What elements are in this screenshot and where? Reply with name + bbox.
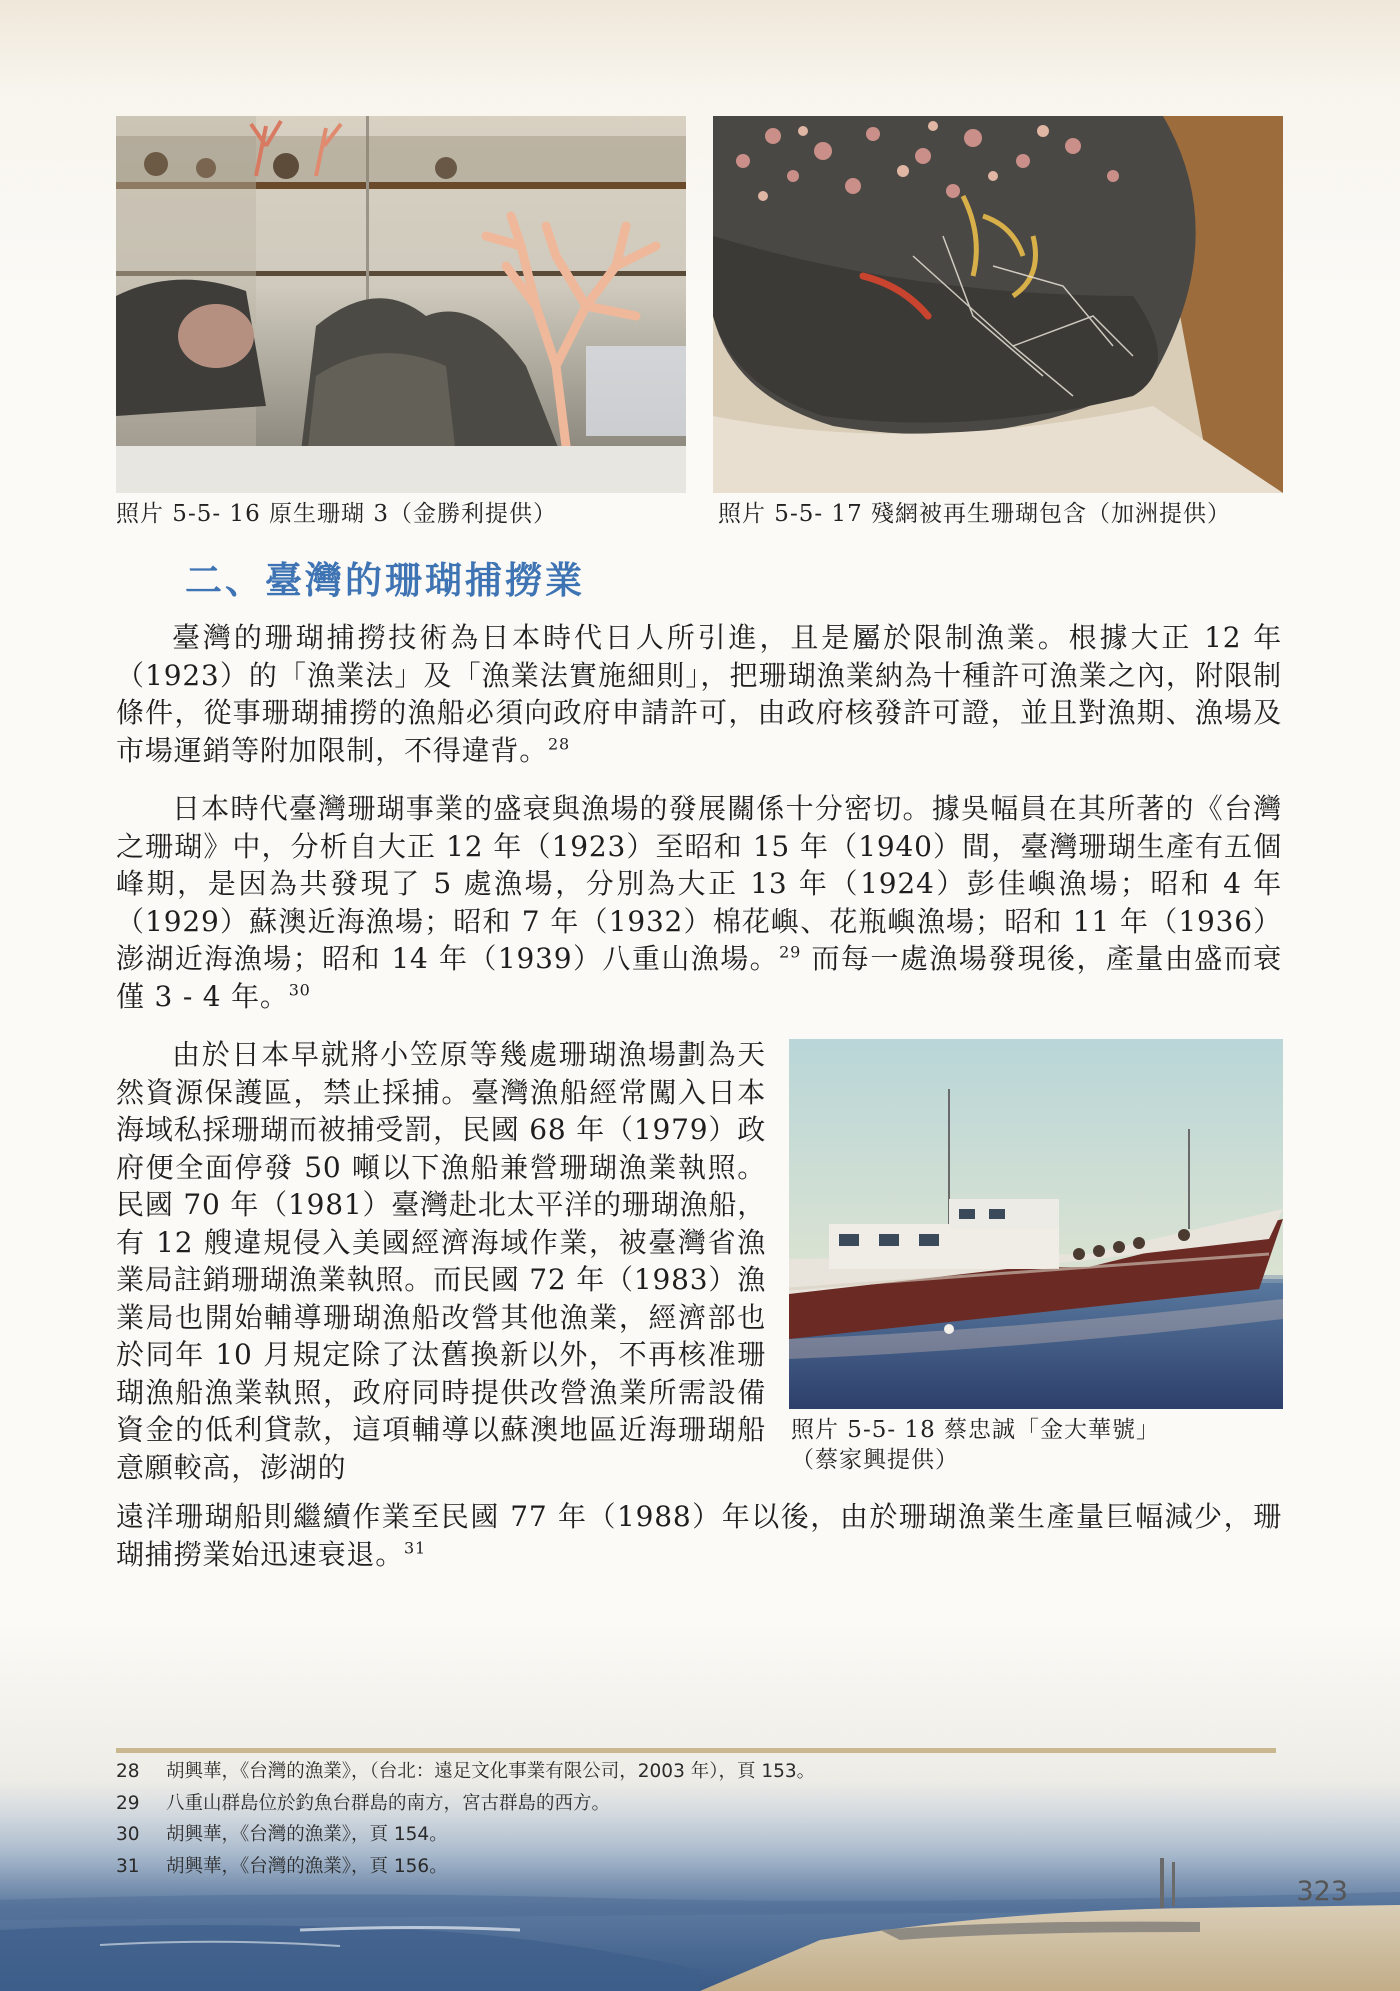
- footnote-28: [116, 1756, 1276, 1788]
- footnote-ref-28[interactable]: 28: [548, 734, 570, 754]
- photo-coral-display: [116, 116, 686, 493]
- footnote-number: 28: [116, 1761, 140, 1782]
- footnote-number: 30: [116, 1824, 140, 1845]
- paragraph-2-text-a: 日本時代臺灣珊瑚事業的盛衰與漁場的發展關係十分密切。據吳幅員在其所著的《台灣之珊瑚》中，分析自大正 12 年（1923）至昭和 15 年（1940）間，臺灣珊瑚生產有五個峰期，是因為共發現了 5 處漁場，分別為大正 13 年（1924）彭佳嶼漁場；昭和 4 年（1929）蘇澳近海漁場；昭和 7 年（1932）棉花嶼、花瓶嶼漁場；昭和 11 年（1936）澎湖近海漁場；昭和 14 年（1939）八重山漁場。: [116, 792, 1282, 975]
- footnote-divider: [116, 1748, 1276, 1753]
- paragraph-3-continuation: [116, 1498, 1282, 1573]
- footnote-text: 八重山群島位於釣魚台群島的南方，宮古群島的西方。: [166, 1792, 611, 1814]
- paragraph-2-text-b: 而每一處漁場發現後，產量由盛而衰僅 3 - 4 年。: [116, 942, 1282, 1013]
- photo-fishing-boat: [789, 1039, 1283, 1409]
- footnote-31: [116, 1851, 1276, 1883]
- footnote-number: 29: [116, 1792, 140, 1814]
- paragraph-3-text: 由於日本早就將小笠原等幾處珊瑚漁場劃為天然資源保護區，禁止採捕。臺灣漁船經常闖入日本海域私採珊瑚而被捕受罰，民國 68 年（1979）政府便全面停發 50 噸以下漁船兼營珊瑚漁業執照。民國 70 年（1981）臺灣赴北太平洋的珊瑚漁船，有 12 艘違規侵入美國經濟海域作業，被臺灣省漁業局註銷珊瑚漁業執照。而民國 72 年（1983）漁業局也開始輔導珊瑚漁船改營其他漁業，經濟部也於同年 10 月規定除了汰舊換新以外，不再核准珊瑚漁船漁業執照，政府同時提供改營漁業所需設備資金的低利貸款，這項輔導以蘇澳地區近海珊瑚船意願較高，澎湖的: [116, 1038, 766, 1484]
- footnote-text: 胡興華，《台灣的漁業》，頁 156。: [166, 1855, 448, 1877]
- paragraph-1: [116, 619, 1282, 769]
- footnote-ref-30[interactable]: 30: [288, 980, 311, 1000]
- photo-16-caption: 照片 5-5- 16 原生珊瑚 3（金勝利提供）: [116, 501, 557, 527]
- footnote-text: 胡興華，《台灣的漁業》，頁 154。: [166, 1824, 448, 1845]
- footnote-ref-29[interactable]: 29: [779, 942, 802, 962]
- paragraph-2: [116, 790, 1282, 1015]
- photo-coral-net: [713, 116, 1283, 493]
- paragraph-3: [116, 1036, 766, 1486]
- page-number: 323: [1296, 1876, 1348, 1907]
- paragraph-1-text: 臺灣的珊瑚捕撈技術為日本時代日人所引進，且是屬於限制漁業。根據大正 12 年（1923）的「漁業法」及「漁業法實施細則」，把珊瑚漁業納為十種許可漁業之內，附限制條件，從事珊瑚捕撈的漁船必須向政府申請許可，由政府核發許可證，並且對漁期、漁場及市場運銷等附加限制，不得違背。: [116, 621, 1282, 767]
- paragraph-3-continuation-text: 遠洋珊瑚船則繼續作業至民國 77 年（1988）年以後，由於珊瑚漁業生產量巨幅減少，珊瑚捕撈業始迅速衰退。: [116, 1500, 1282, 1571]
- footnotes: [116, 1756, 1276, 1882]
- footnote-number: 31: [116, 1855, 140, 1877]
- photo-18-caption-line-1: 照片 5-5- 18 蔡忠誠「金大華號」: [791, 1417, 1161, 1443]
- footnote-30: [116, 1819, 1276, 1851]
- section-title: 二、臺灣的珊瑚捕撈業: [185, 558, 585, 602]
- footnote-text: 胡興華，《台灣的漁業》，（台北：遠足文化事業有限公司，2003 年），頁 153。: [166, 1761, 816, 1782]
- photo-18-caption-line-2: （蔡家興提供）: [791, 1447, 959, 1473]
- photo-18-caption: [791, 1415, 1283, 1475]
- footnote-29: [116, 1788, 1276, 1820]
- photo-17-caption: 照片 5-5- 17 殘網被再生珊瑚包含（加洲提供）: [718, 501, 1232, 527]
- footnote-ref-31[interactable]: 31: [404, 1538, 426, 1558]
